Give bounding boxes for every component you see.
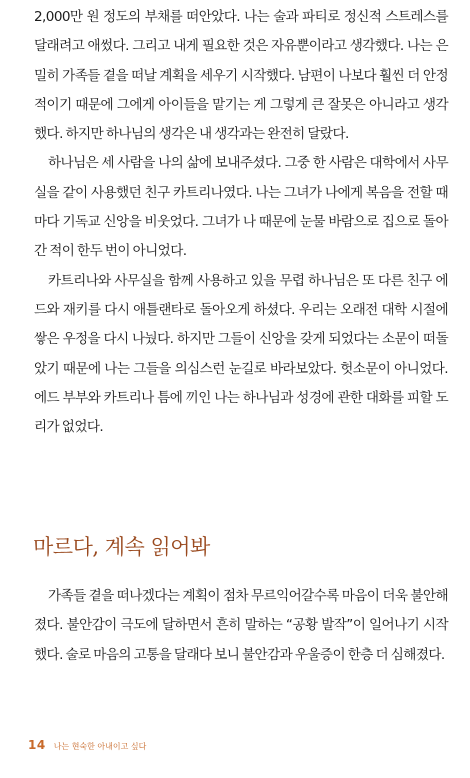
body-text-bottom [34,582,448,670]
body-text-top [34,3,448,442]
section-heading: 마르다, 계속 읽어봐 [33,535,210,559]
page-footer [28,738,146,752]
paragraph-1: 2,000만 원 정도의 부채를 떠안았다. 나는 술과 파티로 정신적 스트레스를 달래려고 애썼다. 그리고 내게 필요한 것은 자유뿐이라고 생각했다. 나는 은밀히 가족들 곁을 떠날 계획을 세우기 시작했다. 남편이 나보다 훨씬 더 안정적이기 때문에 그에게 아이들을 맡기는 게 그렇게 큰 잘못은 아니라고 생각했다. 하지만 하나님의 생각은 내 생각과는 완전히 달랐다. [34,9,448,143]
page-number: 14 [28,738,46,752]
running-title: 나는 현숙한 아내이고 싶다 [53,742,147,751]
paragraph-2: 하나님은 세 사람을 나의 삶에 보내주셨다. 그중 한 사람은 대학에서 사무실을 같이 사용했던 친구 카트리나였다. 나는 그녀가 나에게 복음을 전할 때마다 기독교 신앙을 비웃었다. 그녀가 나 때문에 눈물 바람으로 집으로 돌아간 적이 한두 번이 아니었다. [34,155,448,260]
paragraph-3: 카트리나와 사무실을 함께 사용하고 있을 무렵 하나님은 또 다른 친구 에드와 재키를 다시 애틀랜타로 돌아오게 하셨다. 우리는 오래전 대학 시절에 쌓은 우정을 다시 나눴다. 하지만 그들이 신앙을 갖게 되었다는 소문이 떠돌았기 때문에 나는 그들을 의심스런 눈길로 바라보았다. 헛소문이 아니었다. 에드 부부와 카트리나 틈에 끼인 나는 하나님과 성경에 관한 대화를 피할 도리가 없었다. [34,272,448,436]
paragraph-4: 가족들 곁을 떠나겠다는 계획이 점차 무르익어갈수록 마음이 더욱 불안해졌다. 불안감이 극도에 달하면서 흔히 말하는 “공황 발작”이 일어나기 시작했다. 술로 마음의 고통을 달래다 보니 불안감과 우울증이 한층 더 심해졌다. [34,588,448,663]
